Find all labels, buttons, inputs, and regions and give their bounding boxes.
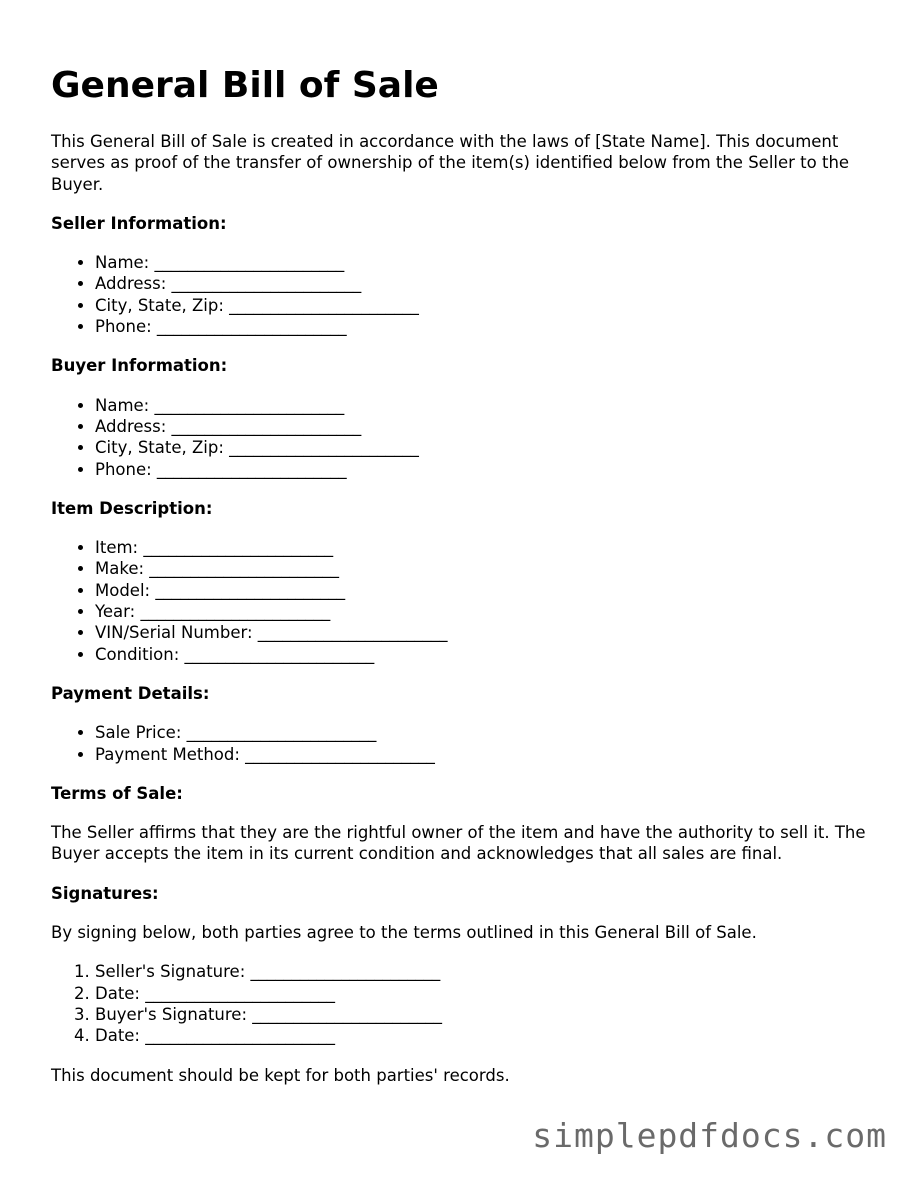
payment-sale-price-item: • Sale Price: _______________________ xyxy=(95,722,881,743)
buyer-date-item: 4. Date: _______________________ xyxy=(95,1025,881,1046)
watermark-logo: simplepdfdocs.com xyxy=(532,1116,887,1155)
buyer-city-state-zip-item: • City, State, Zip: _______________________ xyxy=(95,437,881,458)
seller-signature-item: 1. Seller's Signature: _______________________ xyxy=(95,961,881,982)
buyer-heading: Buyer Information: xyxy=(51,356,228,376)
seller-list xyxy=(51,252,881,337)
terms-heading: Terms of Sale: xyxy=(51,783,183,803)
seller-phone-item: • Phone: _______________________ xyxy=(95,316,881,337)
footer-note: This document should be kept for both parties' records. xyxy=(51,1065,510,1085)
seller-date-item: 2. Date: _______________________ xyxy=(95,983,881,1004)
payment-list xyxy=(51,722,881,765)
signatures-paragraph: By signing below, both parties agree to the terms outlined in this General Bill of Sale. xyxy=(51,923,757,943)
document-page xyxy=(51,62,881,1104)
document-title: General Bill of Sale xyxy=(51,65,439,106)
buyer-signature-item: 3. Buyer's Signature: _______________________ xyxy=(95,1004,881,1025)
seller-address-item: • Address: _______________________ xyxy=(95,273,881,294)
signatures-heading: Signatures: xyxy=(51,883,159,903)
buyer-list xyxy=(51,395,881,480)
item-item: • Item: _______________________ xyxy=(95,537,881,558)
item-description-heading: Item Description: xyxy=(51,498,213,518)
payment-heading: Payment Details: xyxy=(51,683,210,703)
seller-name-item: • Name: _______________________ xyxy=(95,252,881,273)
buyer-phone-item: • Phone: _______________________ xyxy=(95,459,881,480)
seller-city-state-zip-item: • City, State, Zip: _______________________ xyxy=(95,295,881,316)
buyer-address-item: • Address: _______________________ xyxy=(95,416,881,437)
buyer-name-item: • Name: _______________________ xyxy=(95,395,881,416)
item-model: • Model: _______________________ xyxy=(95,580,881,601)
item-year: • Year: _______________________ xyxy=(95,601,881,622)
signatures-list xyxy=(51,961,881,1046)
seller-heading: Seller Information: xyxy=(51,213,227,233)
payment-method-item: • Payment Method: _______________________ xyxy=(95,744,881,765)
terms-paragraph: The Seller affirms that they are the rightful owner of the item and have the authority to sell it. The Buyer accepts the item in its current condition and acknowledges that all sales are final. xyxy=(51,823,866,864)
item-condition: • Condition: _______________________ xyxy=(95,644,881,665)
item-make: • Make: _______________________ xyxy=(95,558,881,579)
item-description-list xyxy=(51,537,881,665)
item-vin-serial: • VIN/Serial Number: _______________________ xyxy=(95,622,881,643)
intro-paragraph: This General Bill of Sale is created in accordance with the laws of [State Name]. This document serves as proof of the transfer of ownership of the item(s) identified below from the Seller to the Buyer. xyxy=(51,132,850,194)
